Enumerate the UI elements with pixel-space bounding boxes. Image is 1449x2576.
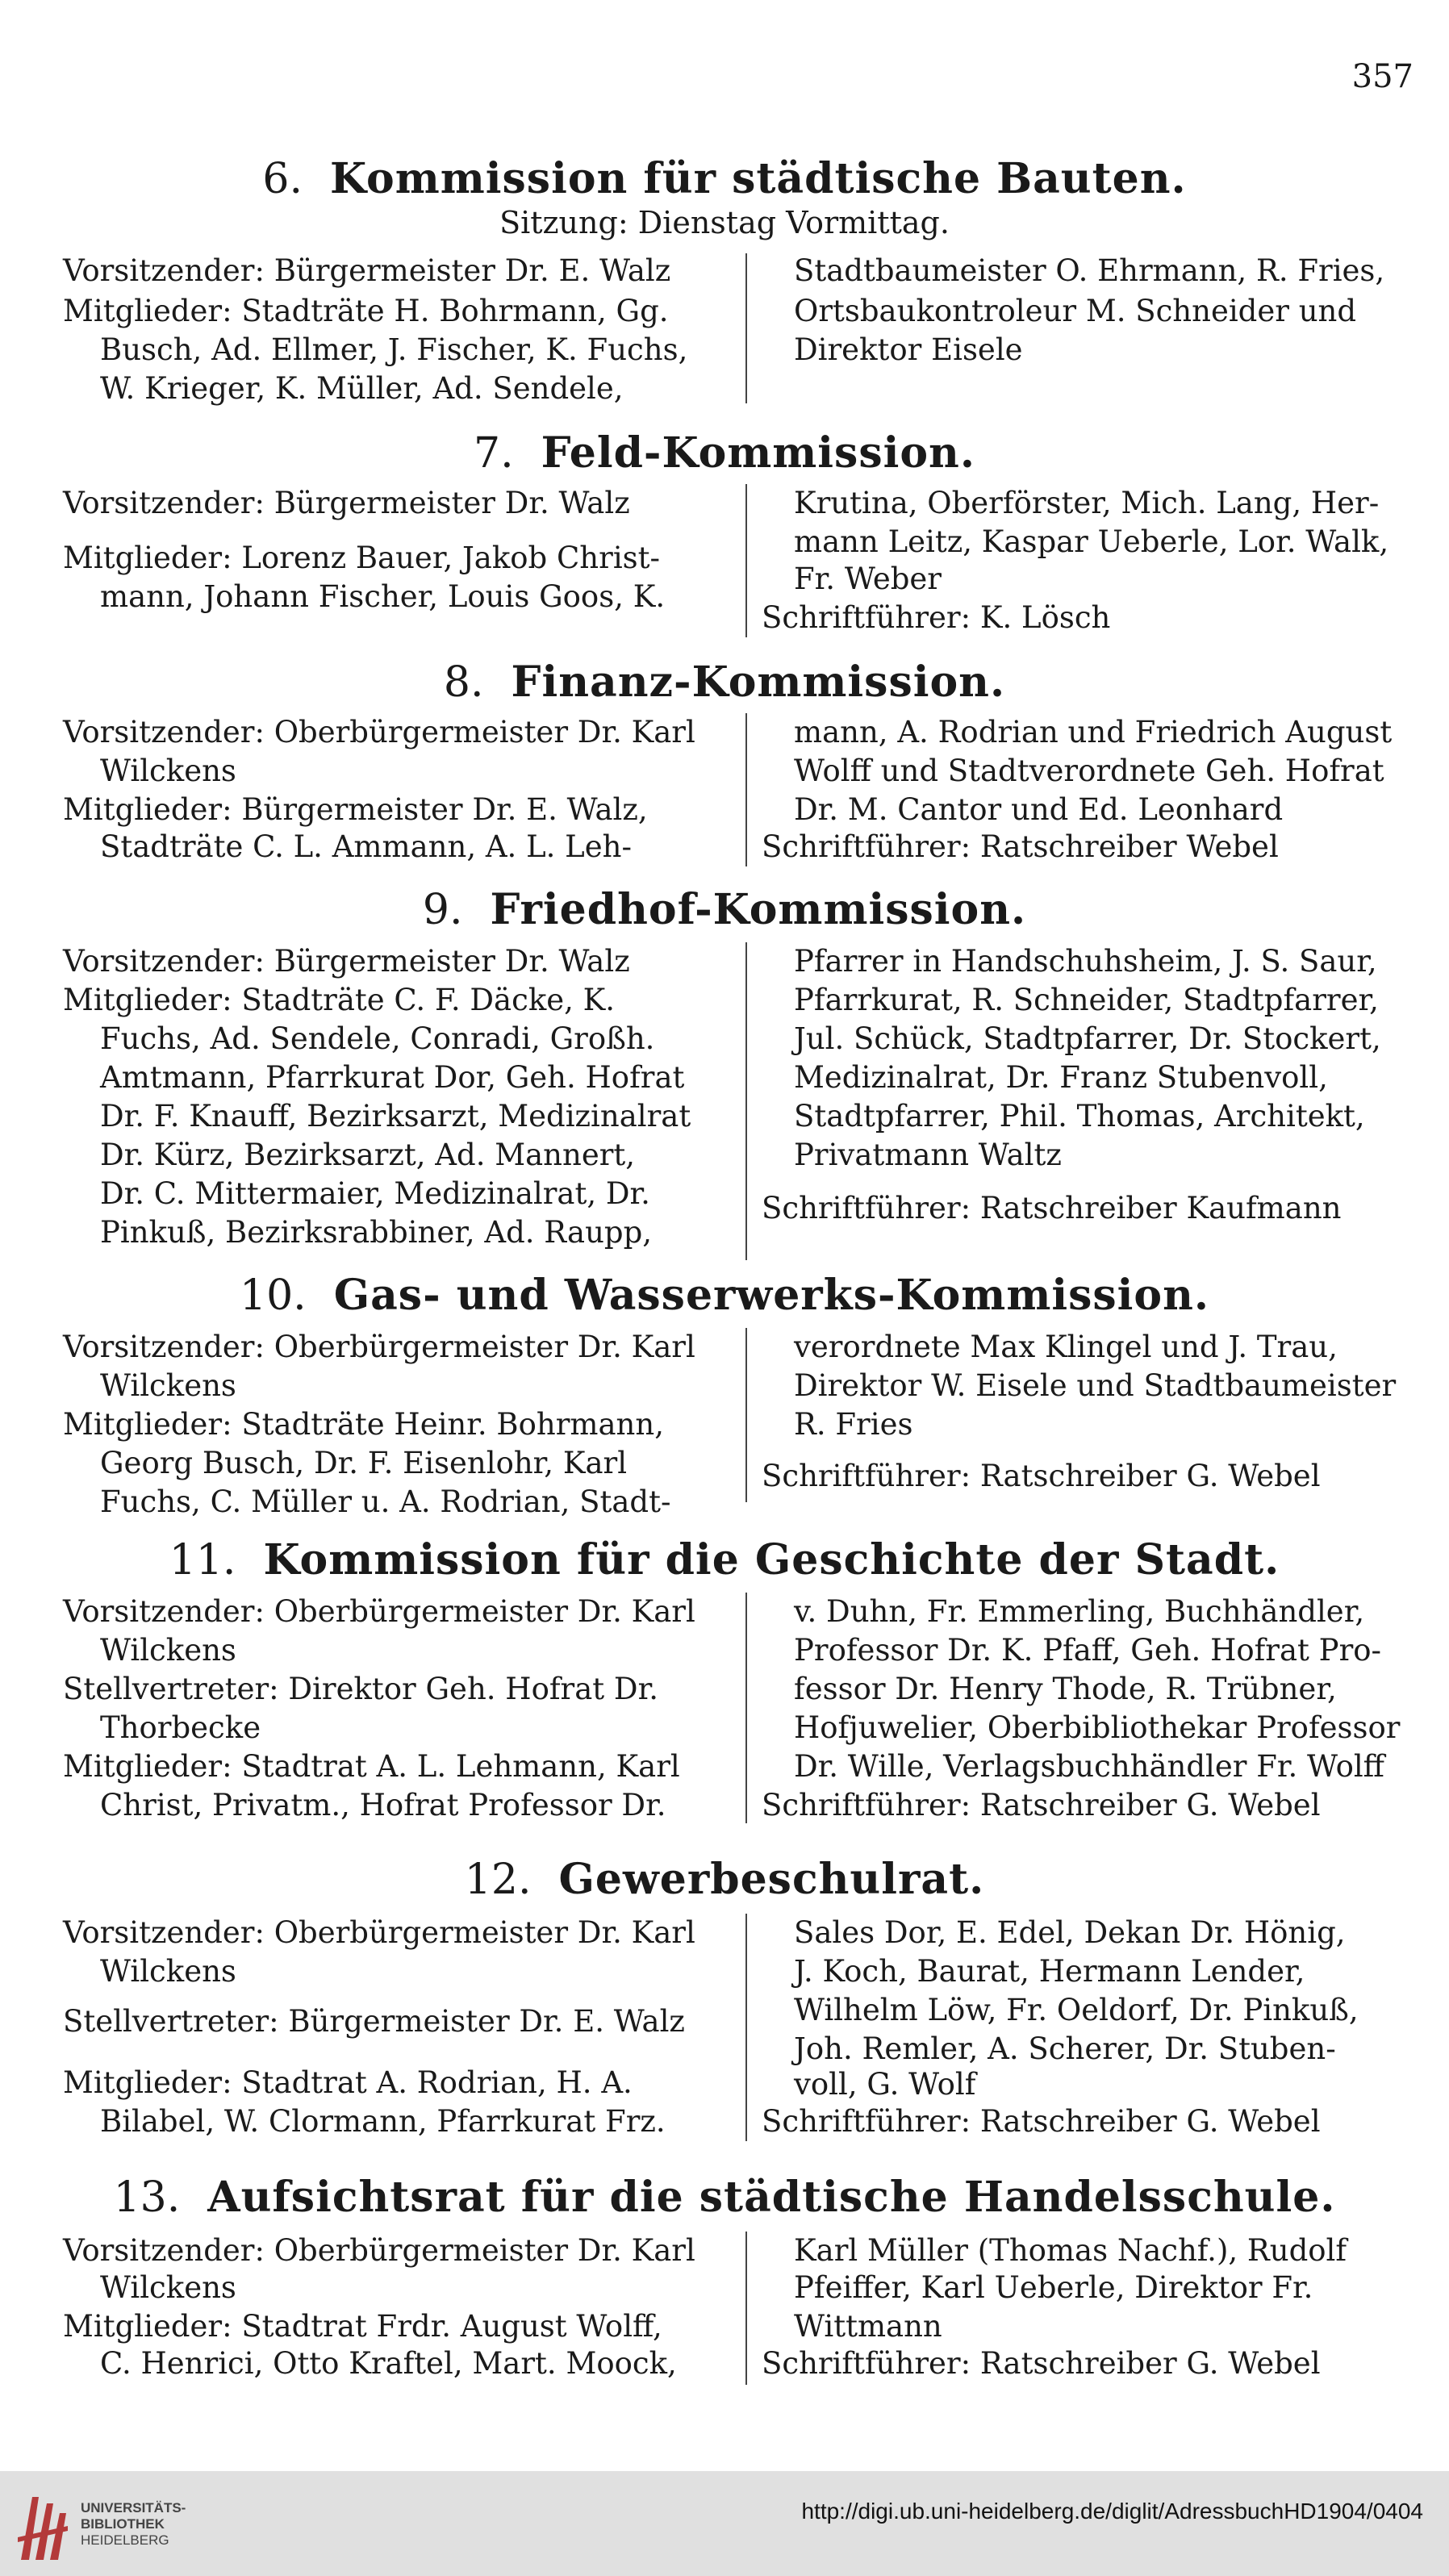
- text-line: Vorsitzender: Bürgermeister Dr. E. Walz: [63, 253, 671, 288]
- text-line: Bilabel, W. Clormann, Pfarrkurat Frz.: [100, 2104, 666, 2139]
- section-number: 9.: [422, 886, 463, 934]
- section-subtitle-6: Sitzung: Dienstag Vormittag.: [499, 205, 950, 240]
- text-line: Pfarrer in Handschuhsheim, J. S. Saur,: [794, 944, 1377, 979]
- text-line: Fuchs, Ad. Sendele, Conradi, Großh.: [100, 1021, 655, 1056]
- page-number: 357: [1351, 58, 1414, 95]
- text-line: Pinkuß, Bezirksrabbiner, Ad. Raupp,: [100, 1215, 653, 1250]
- section-name: Aufsichtsrat für die städtische Handelsschule.: [207, 2173, 1336, 2222]
- section-title-6: [0, 155, 1449, 203]
- section-number: 7.: [474, 429, 514, 478]
- text-line: Direktor Eisele: [794, 332, 1023, 367]
- section-name: Gas- und Wasserwerks-Kommission.: [333, 1271, 1209, 1320]
- text-line: Busch, Ad. Ellmer, J. Fischer, K. Fuchs,: [100, 332, 688, 367]
- text-line: Schriftführer: Ratschreiber G. Webel: [762, 1459, 1321, 1493]
- column-divider: [745, 713, 747, 866]
- section-title-10: [0, 1271, 1449, 1320]
- text-line: Dr. M. Cantor und Ed. Leonhard: [794, 792, 1284, 827]
- section-name: Kommission für die Geschichte der Stadt.: [263, 1535, 1280, 1584]
- text-line: voll, G. Wolf: [794, 2067, 976, 2102]
- column-divider: [745, 2232, 747, 2385]
- permalink-url[interactable]: http://digi.ub.uni-heidelberg.de/diglit/AdressbuchHD1904/0404: [801, 2499, 1423, 2524]
- library-name: [81, 2500, 186, 2549]
- text-line: Schriftführer: K. Lösch: [762, 600, 1111, 635]
- text-line: Jul. Schück, Stadtpfarrer, Dr. Stockert,: [794, 1021, 1381, 1056]
- section-title-7: [0, 429, 1449, 478]
- text-line: Vorsitzender: Bürgermeister Dr. Walz: [63, 486, 630, 520]
- library-name-line: HEIDELBERG: [81, 2532, 169, 2548]
- section-title-8: [0, 658, 1449, 707]
- text-line: Pfarrkurat, R. Schneider, Stadtpfarrer,: [794, 983, 1379, 1017]
- text-line: Mitglieder: Stadträte C. F. Däcke, K.: [63, 983, 616, 1017]
- text-line: Professor Dr. K. Pfaff, Geh. Hofrat Pro-: [794, 1633, 1382, 1668]
- section-name: Feld-Kommission.: [541, 428, 975, 478]
- column-divider: [745, 1914, 747, 2141]
- column-divider: [745, 1593, 747, 1823]
- text-line: Schriftführer: Ratschreiber G. Webel: [762, 2346, 1321, 2381]
- text-line: Schriftführer: Ratschreiber Kaufmann: [762, 1191, 1342, 1225]
- text-line: Schriftführer: Ratschreiber G. Webel: [762, 1788, 1321, 1822]
- text-line: mann Leitz, Kaspar Ueberle, Lor. Walk,: [794, 524, 1389, 559]
- text-line: Vorsitzender: Bürgermeister Dr. Walz: [63, 944, 630, 979]
- text-line: Mitglieder: Stadträte H. Bohrmann, Gg.: [63, 294, 669, 328]
- section-title-12: [0, 1856, 1449, 1904]
- text-line: Vorsitzender: Oberbürgermeister Dr. Karl: [63, 1915, 695, 1950]
- text-line: Mitglieder: Stadträte Heinr. Bohrmann,: [63, 1407, 664, 1442]
- section-number: 10.: [239, 1271, 307, 1320]
- library-logo-icon: [15, 2489, 71, 2566]
- text-line: Thorbecke: [100, 1710, 261, 1745]
- text-line: Wittmann: [794, 2309, 942, 2344]
- text-line: Dr. F. Knauff, Bezirksarzt, Medizinalrat: [100, 1099, 691, 1134]
- text-line: Fuchs, C. Müller u. A. Rodrian, Stadt-: [100, 1484, 671, 1519]
- text-line: W. Krieger, K. Müller, Ad. Sendele,: [100, 371, 624, 406]
- column-divider: [745, 942, 747, 1260]
- text-line: Pfeiffer, Karl Ueberle, Direktor Fr.: [794, 2270, 1313, 2305]
- library-name-line: BIBLIOTHEK: [81, 2516, 165, 2532]
- section-name: Finanz-Kommission.: [511, 658, 1006, 707]
- text-line: Karl Müller (Thomas Nachf.), Rudolf: [794, 2233, 1347, 2268]
- text-line: C. Henrici, Otto Kraftel, Mart. Moock,: [100, 2346, 677, 2381]
- text-line: Wilckens: [100, 1368, 236, 1403]
- text-line: verordnete Max Klingel und J. Trau,: [794, 1330, 1338, 1364]
- text-line: Schriftführer: Ratschreiber Webel: [762, 829, 1279, 864]
- section-title-9: [0, 886, 1449, 934]
- section-title-11: [0, 1536, 1449, 1584]
- text-line: Vorsitzender: Oberbürgermeister Dr. Karl: [63, 2233, 695, 2268]
- text-line: Stadtbaumeister O. Ehrmann, R. Fries,: [794, 253, 1385, 288]
- text-line: mann, Johann Fischer, Louis Goos, K.: [100, 579, 666, 614]
- text-line: fessor Dr. Henry Thode, R. Trübner,: [794, 1672, 1337, 1706]
- section-name: Friedhof-Kommission.: [490, 885, 1027, 934]
- section-number: 13.: [113, 2173, 181, 2222]
- text-line: Krutina, Oberförster, Mich. Lang, Her-: [794, 486, 1380, 520]
- text-line: Fr. Weber: [794, 562, 942, 596]
- section-name: Kommission für städtische Bauten.: [330, 154, 1187, 203]
- text-line: Wilckens: [100, 1633, 236, 1668]
- text-line: Georg Busch, Dr. F. Eisenlohr, Karl: [100, 1446, 628, 1480]
- text-line: Joh. Remler, A. Scherer, Dr. Stuben-: [794, 2031, 1336, 2066]
- text-line: Wolff und Stadtverordnete Geh. Hofrat: [794, 754, 1384, 788]
- section-number: 12.: [464, 1856, 532, 1904]
- text-line: v. Duhn, Fr. Emmerling, Buchhändler,: [794, 1594, 1365, 1629]
- text-line: Wilckens: [100, 2270, 236, 2305]
- text-line: Privatmann Waltz: [794, 1138, 1062, 1172]
- text-line: Stadträte C. L. Ammann, A. L. Leh-: [100, 829, 632, 864]
- text-line: Dr. C. Mittermaier, Medizinalrat, Dr.: [100, 1176, 650, 1211]
- text-line: Dr. Kürz, Bezirksarzt, Ad. Mannert,: [100, 1138, 636, 1172]
- section-number: 6.: [262, 155, 303, 203]
- section-number: 11.: [169, 1536, 236, 1584]
- text-line: R. Fries: [794, 1407, 913, 1442]
- footer-bar: [0, 2471, 1449, 2576]
- text-line: Mitglieder: Stadtrat Frdr. August Wolff,: [63, 2309, 662, 2344]
- text-line: Stellvertreter: Direktor Geh. Hofrat Dr.: [63, 1672, 658, 1706]
- text-line: Dr. Wille, Verlagsbuchhändler Fr. Wolff: [794, 1749, 1384, 1784]
- text-line: Stadtpfarrer, Phil. Thomas, Architekt,: [794, 1099, 1365, 1134]
- text-line: Direktor W. Eisele und Stadtbaumeister: [794, 1368, 1397, 1403]
- text-line: Mitglieder: Stadtrat A. L. Lehmann, Karl: [63, 1749, 680, 1784]
- text-line: Wilckens: [100, 754, 236, 788]
- text-line: Vorsitzender: Oberbürgermeister Dr. Karl: [63, 1330, 695, 1364]
- text-line: Medizinalrat, Dr. Franz Stubenvoll,: [794, 1060, 1328, 1095]
- text-line: Christ, Privatm., Hofrat Professor Dr.: [100, 1788, 666, 1822]
- text-line: Vorsitzender: Oberbürgermeister Dr. Karl: [63, 715, 695, 749]
- text-line: Stellvertreter: Bürgermeister Dr. E. Walz: [63, 2004, 685, 2039]
- library-name-line: UNIVERSITÄTS-: [81, 2500, 186, 2515]
- section-name: Gewerbeschulrat.: [558, 1855, 985, 1904]
- text-line: Sales Dor, E. Edel, Dekan Dr. Hönig,: [794, 1915, 1346, 1950]
- text-line: Hofjuwelier, Oberbibliothekar Professor: [794, 1710, 1401, 1745]
- text-line: mann, A. Rodrian und Friedrich August: [794, 715, 1393, 749]
- text-line: Amtmann, Pfarrkurat Dor, Geh. Hofrat: [100, 1060, 685, 1095]
- section-number: 8.: [443, 658, 484, 707]
- text-line: Mitglieder: Lorenz Bauer, Jakob Christ-: [63, 541, 661, 575]
- text-line: J. Koch, Baurat, Hermann Lender,: [794, 1954, 1305, 1989]
- section-title-13: [0, 2173, 1449, 2222]
- text-line: Vorsitzender: Oberbürgermeister Dr. Karl: [63, 1594, 695, 1629]
- text-line: Wilhelm Löw, Fr. Oeldorf, Dr. Pinkuß,: [794, 1993, 1359, 2027]
- text-line: Mitglieder: Bürgermeister Dr. E. Walz,: [63, 792, 648, 827]
- column-divider: [745, 1328, 747, 1502]
- column-divider: [745, 253, 747, 403]
- text-line: Wilckens: [100, 1954, 236, 1989]
- text-line: Schriftführer: Ratschreiber G. Webel: [762, 2104, 1321, 2139]
- column-divider: [745, 484, 747, 637]
- text-line: Mitglieder: Stadtrat A. Rodrian, H. A.: [63, 2065, 633, 2100]
- text-line: Ortsbaukontroleur M. Schneider und: [794, 294, 1357, 328]
